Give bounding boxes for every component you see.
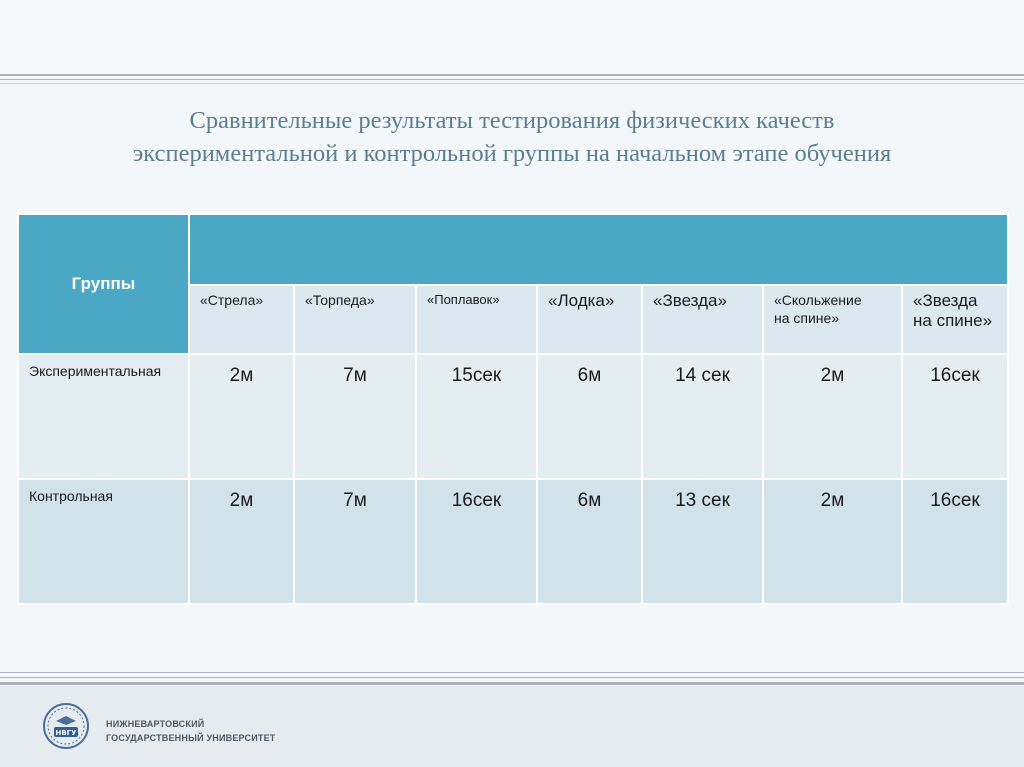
header-band: [189, 214, 1008, 285]
bottom-rule-thin-2: [0, 677, 1024, 678]
row-label-control: Контрольная: [18, 479, 189, 604]
table-cell: 16сек: [416, 479, 537, 604]
table-cell: 2м: [189, 479, 294, 604]
university-logo-icon: [42, 702, 90, 750]
top-rule-faint: [0, 83, 1024, 84]
groups-header: Группы: [18, 214, 189, 354]
table-cell: 2м: [763, 354, 902, 479]
top-rule: [0, 74, 1024, 76]
table-cell: 7м: [294, 354, 416, 479]
column-header-zvezda-na-spine: «Звезда на спине»: [902, 285, 1008, 354]
table-cell: 6м: [537, 479, 642, 604]
table-cell: 16сек: [902, 354, 1008, 479]
title-line-2: экспериментальной и контрольной группы на начальном этапе обучения: [132, 140, 892, 167]
row-label-experimental: Экспериментальная: [18, 354, 189, 479]
table-cell: 15сек: [416, 354, 537, 479]
table-row: [18, 479, 1008, 604]
table-cell: 7м: [294, 479, 416, 604]
slide-title: [40, 104, 984, 170]
bottom-rule-thin: [0, 672, 1024, 673]
table-row: [18, 354, 1008, 479]
university-name-line-1: НИЖНЕВАРТОВСКИЙ: [106, 719, 205, 729]
table-cell: 2м: [189, 354, 294, 479]
logo-text: НВГУ: [55, 729, 77, 737]
title-line-1: Сравнительные результаты тестирования физических качеств: [189, 107, 835, 134]
top-rule-thin: [0, 79, 1024, 80]
top-band: [0, 0, 1024, 74]
column-header-strela: «Стрела»: [189, 285, 294, 354]
column-header-skolzhenie: «Скольжение на спине»: [763, 285, 902, 354]
column-header-torpeda: «Торпеда»: [294, 285, 416, 354]
table-cell: 14 сек: [642, 354, 763, 479]
table-cell: 6м: [537, 354, 642, 479]
university-name-line-2: ГОСУДАРСТВЕННЫЙ УНИВЕРСИТЕТ: [106, 733, 276, 743]
column-header-poplavok: «Поплавок»: [416, 285, 537, 354]
table-cell: 13 сек: [642, 479, 763, 604]
table-cell: 2м: [763, 479, 902, 604]
table-cell: 16сек: [902, 479, 1008, 604]
results-table: [17, 213, 1009, 605]
university-name: [106, 717, 275, 745]
bottom-rule: [0, 682, 1024, 685]
column-header-zvezda: «Звезда»: [642, 285, 763, 354]
column-header-lodka: «Лодка»: [537, 285, 642, 354]
